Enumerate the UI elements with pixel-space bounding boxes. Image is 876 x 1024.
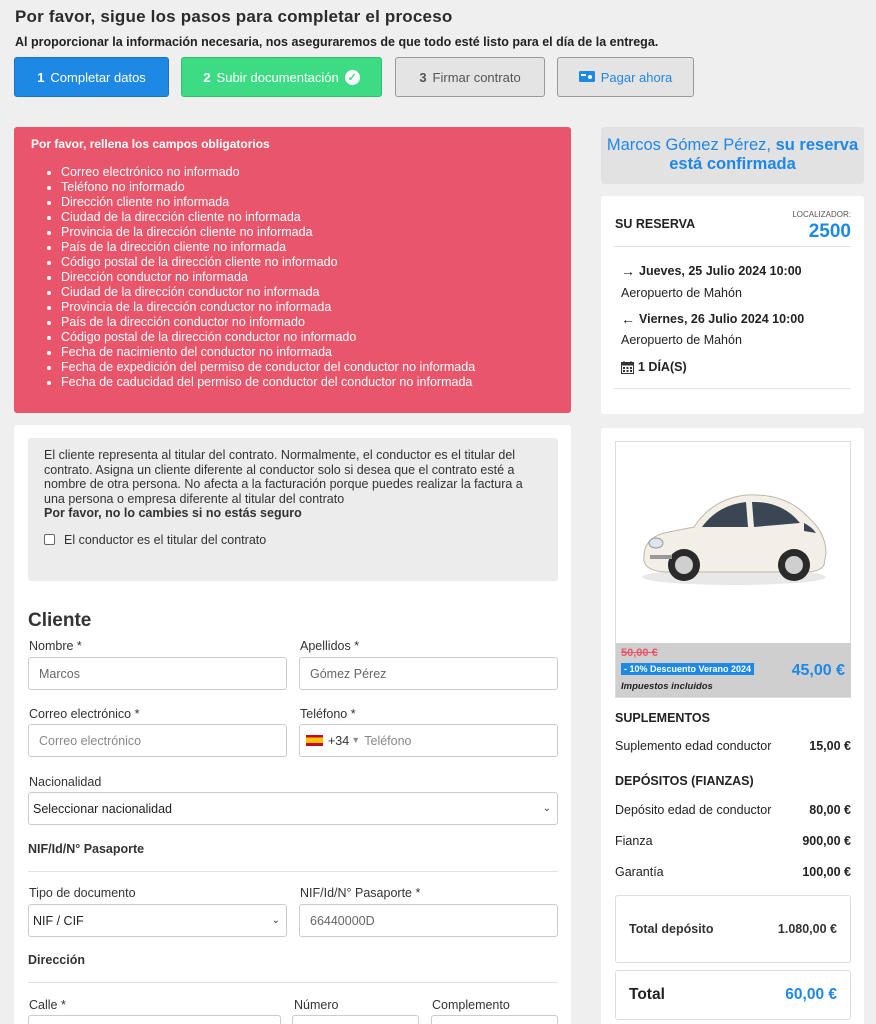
required-fields-alert xyxy=(14,127,571,413)
return-date: Viernes, 26 Julio 2024 10:00 xyxy=(639,312,805,326)
total-box xyxy=(615,970,851,1020)
pickup-row xyxy=(621,263,802,279)
locator-value: 2500 xyxy=(808,221,851,242)
phone-field[interactable] xyxy=(299,724,558,757)
alert-item: • Dirección conductor no informada xyxy=(61,270,554,285)
alert-item: • Código postal de la dirección conductor no informado xyxy=(61,330,554,345)
step-label: Subir documentación xyxy=(216,69,339,85)
alert-item: • Provincia de la dirección conductor no informada xyxy=(61,300,554,315)
driver-is-holder-checkbox-row[interactable] xyxy=(44,533,542,548)
old-price: 50,00 € xyxy=(621,647,658,659)
alert-item: • Fecha de caducidad del permiso de conductor del conductor no informada xyxy=(61,375,554,390)
supplement-label: Suplemento edad conductor xyxy=(615,739,772,753)
step-complete-data-button[interactable] xyxy=(14,57,169,97)
alert-item: • Dirección cliente no informada xyxy=(61,195,554,210)
complemento-label: Complemento xyxy=(432,998,510,1012)
reservation-card xyxy=(601,196,864,414)
nacionalidad-value: Seleccionar nacionalidad xyxy=(33,801,172,816)
pickup-place: Aeropuerto de Mahón xyxy=(621,286,742,300)
vehicle-pricing-card xyxy=(601,428,864,1024)
nacionalidad-select[interactable] xyxy=(28,792,558,825)
payment-icon xyxy=(579,71,595,84)
deposit-value: 900,00 € xyxy=(802,834,851,848)
deposit-value: 80,00 € xyxy=(809,803,851,817)
info-warning: Por favor, no lo cambies si no estás seguro xyxy=(44,506,302,520)
divider xyxy=(28,871,558,872)
checkbox-label: El conductor es el titular del contrato xyxy=(64,532,267,547)
deposit-value: 100,00 € xyxy=(802,865,851,879)
return-row xyxy=(621,311,804,327)
locator-label: LOCALIZADOR: xyxy=(792,210,851,219)
reservation-title: SU RESERVA xyxy=(615,217,696,231)
nombre-input[interactable]: Marcos xyxy=(28,657,287,690)
car-image xyxy=(636,477,832,592)
alert-item: • Teléfono no informado xyxy=(61,180,554,195)
divider xyxy=(614,246,851,247)
pay-now-button[interactable] xyxy=(557,57,694,97)
alert-item: • Ciudad de la dirección cliente no informada xyxy=(61,210,554,225)
address-section-title: Dirección xyxy=(28,953,85,967)
phone-prefix[interactable]: +34 xyxy=(328,733,350,748)
step-sign-contract-button[interactable] xyxy=(395,57,545,97)
confirm-text: su reserva está confirmada xyxy=(669,136,859,173)
nif-input[interactable]: 66440000D xyxy=(299,904,558,937)
total-deposit-box xyxy=(615,895,851,963)
supplement-value: 15,00 € xyxy=(809,739,851,753)
return-place: Aeropuerto de Mahón xyxy=(621,333,742,347)
numero-label: Número xyxy=(294,998,339,1012)
pickup-date: Jueves, 25 Julio 2024 10:00 xyxy=(639,264,802,278)
alert-item: • Correo electrónico no informado xyxy=(61,165,554,180)
tipo-doc-value: NIF / CIF xyxy=(33,913,84,928)
nombre-label: Nombre * xyxy=(29,639,82,653)
apellidos-label: Apellidos * xyxy=(300,639,360,653)
alert-item: • Fecha de nacimiento del conductor no informada xyxy=(61,345,554,360)
total-deposit-label: Total depósito xyxy=(629,922,714,936)
page-subtitle: Al proporcionar la información necesaria, nos aseguraremos de que todo esté listo para el día de la entrega. xyxy=(15,35,659,49)
deposit-label: Garantía xyxy=(615,865,664,879)
alert-heading: Por favor, rellena los campos obligatorios xyxy=(31,137,270,151)
tipo-doc-label: Tipo de documento xyxy=(29,886,136,900)
alert-list xyxy=(31,165,554,390)
alert-item: • Provincia de la dirección cliente no informada xyxy=(61,225,554,240)
numero-input[interactable] xyxy=(292,1015,419,1024)
step-label: Completar datos xyxy=(50,69,146,85)
arrow-left-icon: ← xyxy=(621,311,635,327)
client-section-title: Cliente xyxy=(28,610,92,631)
step-label: Firmar contrato xyxy=(432,69,521,85)
spain-flag-icon[interactable] xyxy=(306,735,323,746)
deposit-label: Depósito edad de conductor xyxy=(615,803,772,817)
email-label: Correo electrónico * xyxy=(29,707,140,721)
step-upload-docs-button[interactable] xyxy=(181,57,382,97)
email-field[interactable]: Correo electrónico xyxy=(28,724,287,757)
duration-value: 1 DÍA(S) xyxy=(638,360,687,374)
deposit-row xyxy=(615,834,851,848)
alert-item: • Código postal de la dirección cliente no informado xyxy=(61,255,554,270)
chevron-down-icon: ▾ xyxy=(353,735,359,746)
deposit-row xyxy=(615,803,851,817)
nif-label: NIF/Id/N° Pasaporte * xyxy=(300,886,421,900)
step-number: 1 xyxy=(37,69,45,85)
phone-placeholder: Teléfono xyxy=(364,733,412,748)
page-title: Por favor, sigue los pasos para completar el proceso xyxy=(15,7,453,26)
tipo-doc-select[interactable] xyxy=(28,904,287,937)
calendar-icon xyxy=(621,361,634,374)
customer-name: Marcos Gómez Pérez, xyxy=(606,136,771,154)
check-icon: ✓ xyxy=(345,70,360,85)
contract-holder-info xyxy=(28,438,558,581)
alert-item: • País de la dirección cliente no informada xyxy=(61,240,554,255)
arrow-right-icon: → xyxy=(621,263,635,279)
step-label: Pagar ahora xyxy=(600,69,673,85)
supplements-title: SUPLEMENTOS xyxy=(615,711,710,725)
supplement-row xyxy=(615,739,851,753)
info-text: El cliente representa al titular del contrato. Normalmente, el conductor es el titular del contrato. Asigna un cliente diferente al conductor solo si desea que el contrato esté a nombre de otra persona. No afecta a la facturación porque puedes realizar la factura a una persona o empresa diferente al titular del contrato xyxy=(44,448,523,506)
price-bar xyxy=(616,643,851,697)
calle-label: Calle * xyxy=(29,998,66,1012)
step-number: 2 xyxy=(203,69,211,85)
discount-badge: - 10% Descuento Verano 2024 xyxy=(621,663,754,675)
taxes-note: Impuestos incluidos xyxy=(621,681,713,692)
complemento-input[interactable] xyxy=(431,1015,558,1024)
driver-is-holder-checkbox[interactable] xyxy=(44,534,55,545)
calle-input[interactable] xyxy=(28,1015,281,1024)
total-value: 60,00 € xyxy=(785,986,837,1003)
apellidos-input[interactable]: Gómez Pérez xyxy=(299,657,558,690)
booking-confirmed-banner xyxy=(601,127,864,184)
rental-price: 45,00 € xyxy=(791,662,845,679)
deposit-label: Fianza xyxy=(615,834,653,848)
deposit-row xyxy=(615,865,851,879)
divider xyxy=(614,388,851,389)
doc-section-title: NIF/Id/N° Pasaporte xyxy=(28,842,145,856)
phone-label: Teléfono * xyxy=(300,707,356,721)
alert-item: • Fecha de expedición del permiso de conductor del conductor no informada xyxy=(61,360,554,375)
alert-item: • País de la dirección conductor no informado xyxy=(61,315,554,330)
total-deposit-value: 1.080,00 € xyxy=(777,922,837,936)
alert-item: • Ciudad de la dirección conductor no informada xyxy=(61,285,554,300)
chevron-down-icon: ⌄ xyxy=(271,915,280,926)
step-number: 3 xyxy=(419,69,427,85)
duration-row xyxy=(621,360,687,374)
chevron-down-icon: ⌄ xyxy=(542,803,551,814)
deposits-title: DEPÓSITOS (FIANZAS) xyxy=(615,774,754,788)
total-label: Total xyxy=(629,986,665,1003)
nacionalidad-label: Nacionalidad xyxy=(29,775,102,789)
divider xyxy=(28,982,558,983)
